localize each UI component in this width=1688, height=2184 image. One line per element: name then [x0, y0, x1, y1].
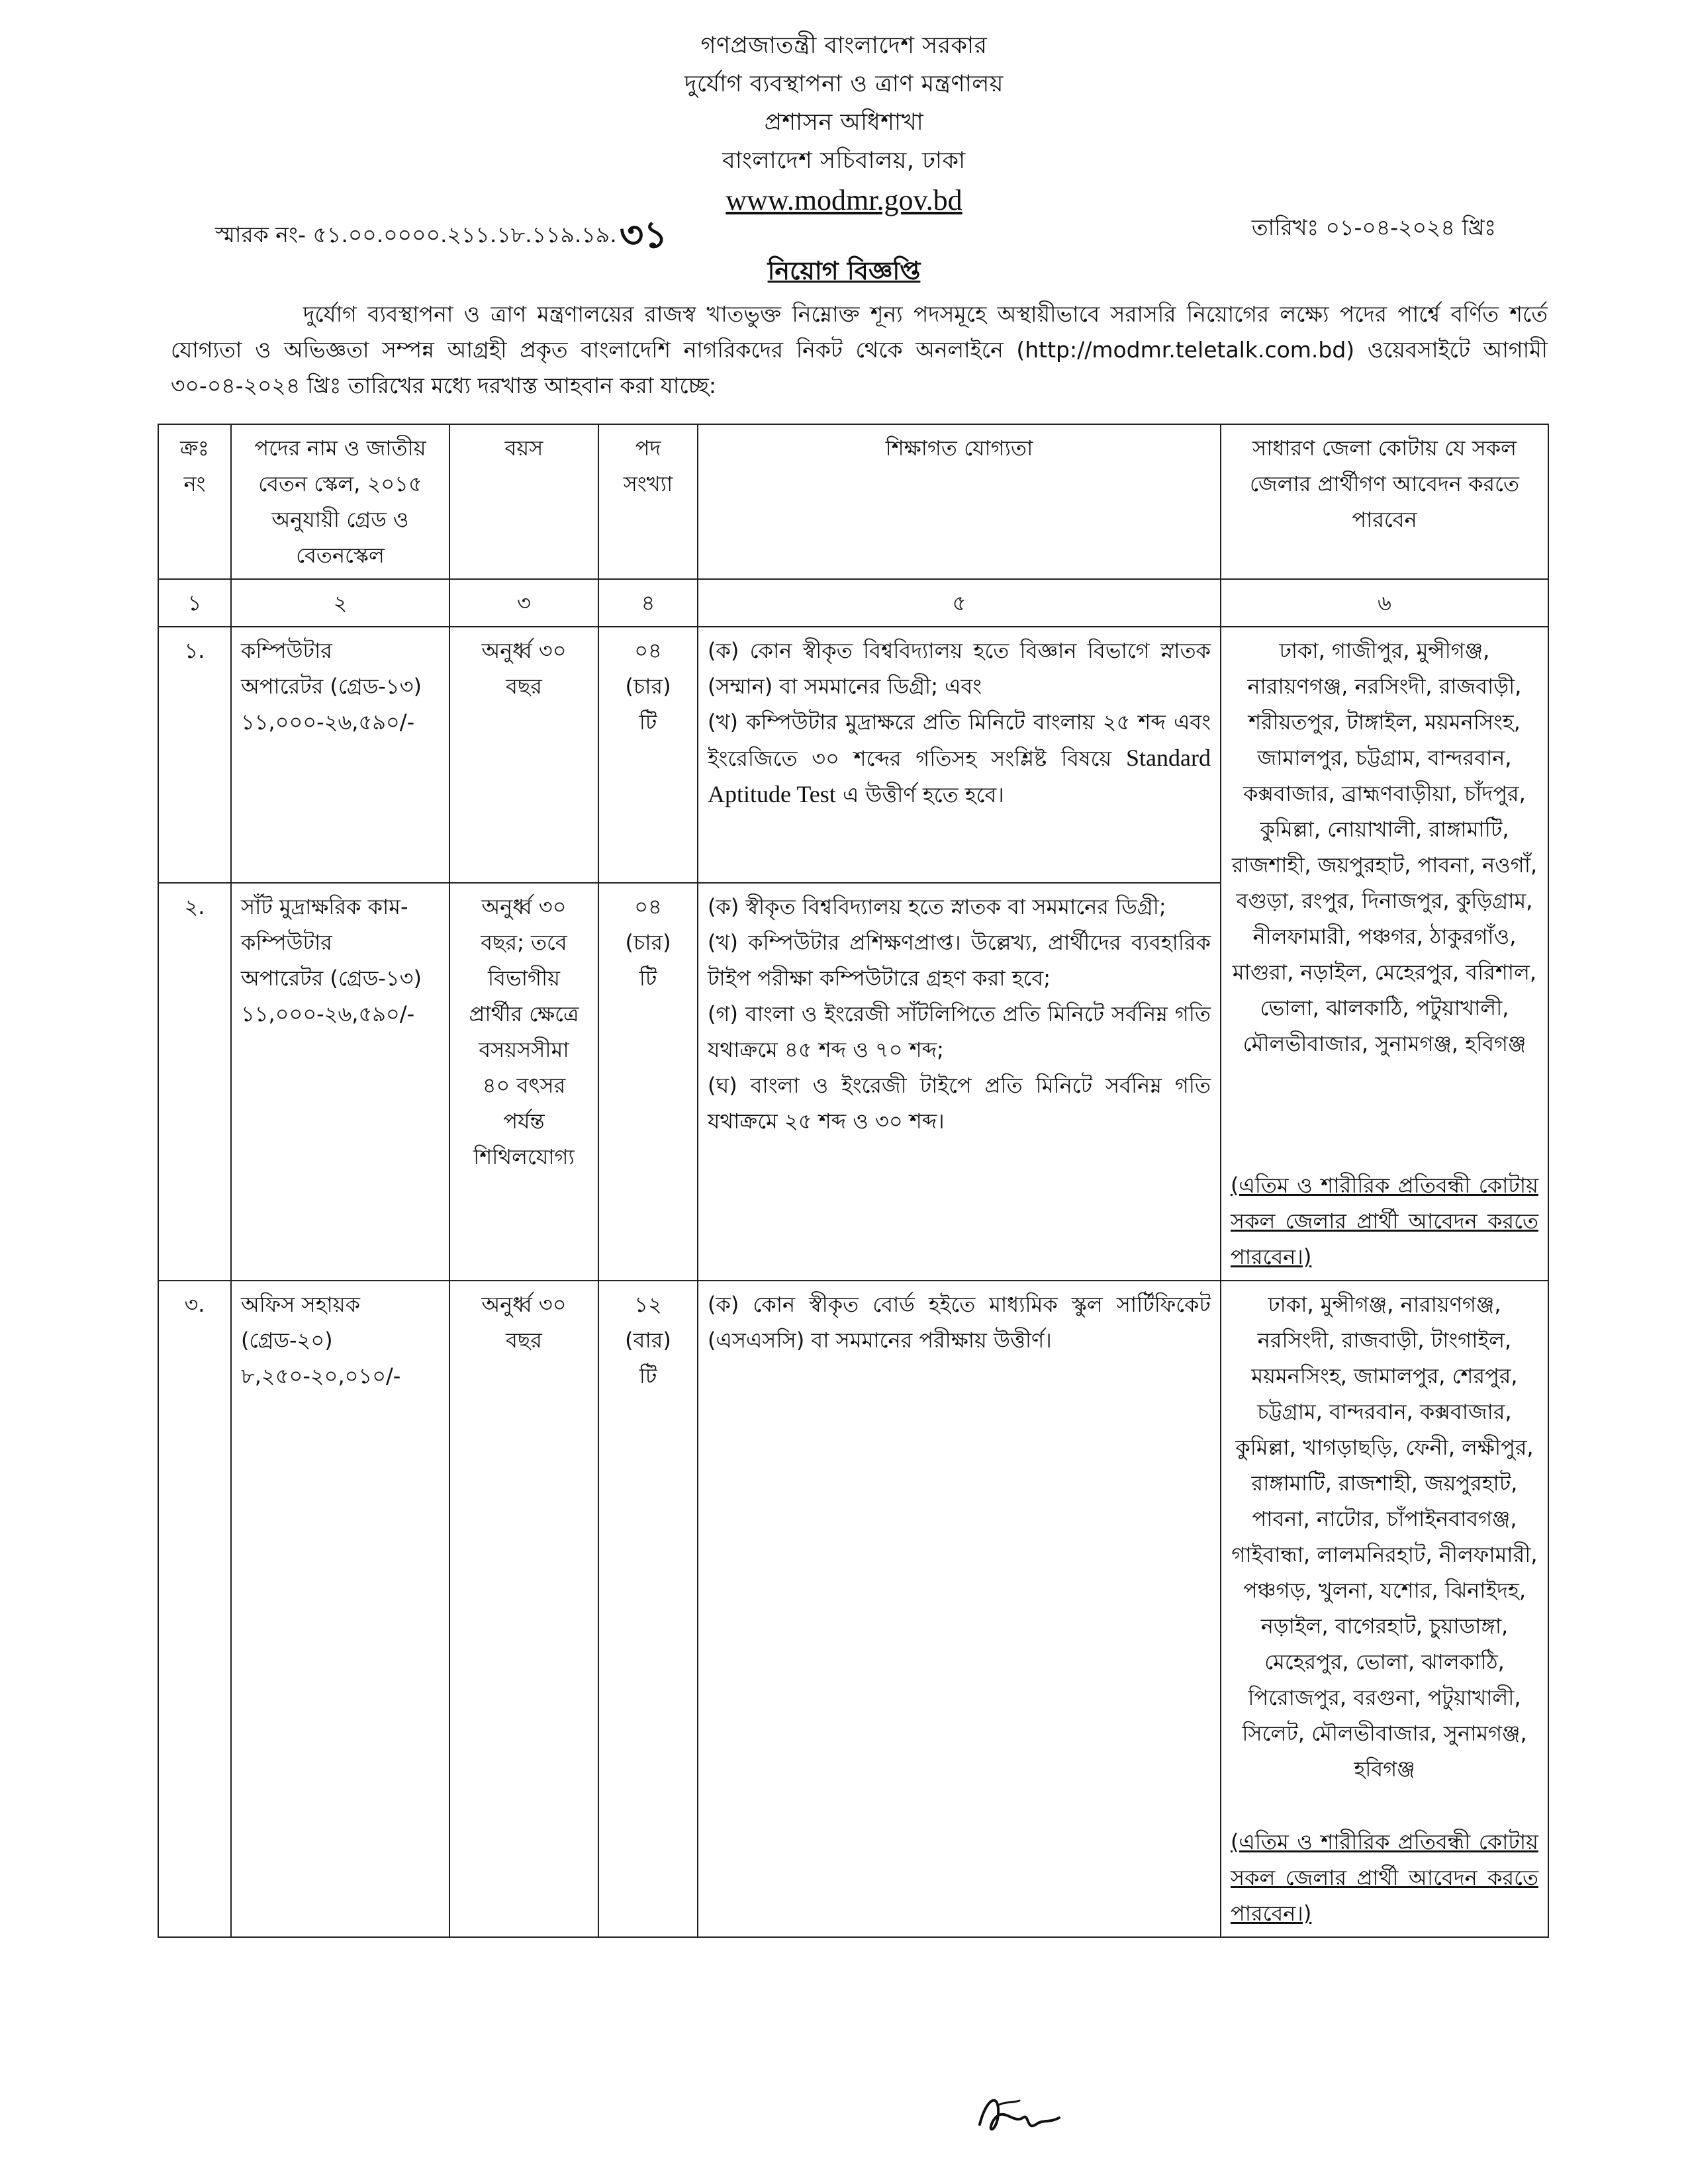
table-row [158, 627, 1548, 883]
post-grade: (গ্রেড-২০) [241, 1328, 333, 1353]
count-text: ০৪ [634, 638, 662, 663]
ministry-name: দুর্যোগ ব্যবস্থাপনা ও ত্রাণ মন্ত্রণালয় [684, 71, 1004, 97]
education-item: (ক) স্বীকৃত বিশ্ববিদ্যালয় হতে স্নাতক বা সমমানের ডিগ্রী; [708, 894, 1166, 920]
districts-cell [1221, 627, 1548, 1281]
post-name: সাঁট মুদ্রাক্ষরিক কাম- [241, 894, 408, 920]
signature-mark [973, 2085, 1066, 2144]
post-cell [231, 627, 449, 883]
count-cell [598, 1281, 698, 1937]
post-cell [231, 883, 449, 1281]
count-cell [598, 883, 698, 1281]
notice-intro [171, 296, 1548, 404]
age-text: বছর [506, 674, 542, 699]
age-text: বসয়সসীমা [479, 1037, 569, 1063]
count-text: (চার) [625, 674, 671, 699]
header-post: পদের নাম ও জাতীয় বেতন স্কেল, ২০১৫ অনুযায়ী গ্রেড ও বেতনস্কেল [231, 424, 449, 579]
age-text: বছর [506, 1328, 542, 1353]
post-grade: অপারেটর (গ্রেড-১৩) [241, 674, 422, 699]
notice-title: নিয়োগ বিজ্ঞপ্তি [767, 256, 921, 285]
age-text: ৪০ বৎসর [482, 1073, 566, 1099]
age-cell [449, 627, 598, 883]
office-address: বাংলাদেশ সচিবালয়, ঢাকা [722, 148, 966, 174]
letterhead [0, 26, 1688, 221]
count-text: (চার) [625, 930, 671, 956]
count-cell [598, 627, 698, 883]
column-number: ৬ [1221, 579, 1548, 627]
column-number: ৩ [449, 579, 598, 627]
education-item: (ঘ) বাংলা ও ইংরেজী টাইপে প্রতি মিনিটে সর্বনিম্ন গতি যথাক্রমে ২৫ শব্দ ও ৩০ শব্দ। [708, 1073, 1211, 1134]
age-cell [449, 1281, 598, 1937]
districts-cell [1221, 1281, 1548, 1937]
header-districts: সাধারণ জেলা কোটায় যে সকল জেলার প্রার্থীগণ আবেদন করতে পারবেন [1221, 424, 1548, 579]
districts-list: ঢাকা, মুন্সীগঞ্জ, নারায়ণগঞ্জ, নরসিংদী, রাজবাড়ী, টাংগাইল, ময়মনসিংহ, জামালপুর, শেরপুর, চট্টগ্রাম, বান্দরবান, কক্সবাজার, কুমিল্লা, খাগড়াছড়ি, ফেনী, লক্ষীপুর, রাঙ্গামাটি, রাজশাহী, জয়পুরহাট, পাবনা, নাটোর, চাঁপাইনবাবগঞ্জ, গাইবান্ধা, লালমনিরহাট, নীলফামারী, পঞ্চগড়, খুলনা, যশোর, ঝিনাইদহ, নড়াইল, বাগেরহাট, চুয়াডাঙ্গা, মেহেরপুর, ভোলা, ঝালকাঠি, পিরোজপুর, বরগুনা, পটুয়াখালী, সিলেট, মৌলভীবাজার, সুনামগঞ্জ, হবিগঞ্জ [1231, 1292, 1538, 1782]
age-text: অনুর্ধ্ব ৩০ [481, 894, 567, 920]
count-text: টি [639, 1363, 657, 1388]
age-text: অনুর্ধ্ব ৩০ [481, 1292, 567, 1317]
post-pay-scale: ১১,০০০-২৬,৫৯০/- [241, 1001, 415, 1027]
memo-handwritten-number: ৩১ [619, 213, 668, 257]
row-serial: ২. [158, 883, 231, 1281]
age-text: শিথিলযোগ্য [473, 1144, 575, 1170]
age-text: অনুর্ধ্ব ৩০ [481, 638, 567, 663]
column-number: ৪ [598, 579, 698, 627]
header-education: শিক্ষাগত যোগ্যতা [698, 424, 1221, 579]
column-number: ২ [231, 579, 449, 627]
vacancy-table [158, 424, 1549, 1938]
website-link[interactable]: www.modmr.gov.bd [726, 184, 962, 216]
column-number: ৫ [698, 579, 1221, 627]
post-pay-scale: ১১,০০০-২৬,৫৯০/- [241, 709, 415, 735]
age-text: প্রার্থীর ক্ষেত্রে [469, 1001, 579, 1027]
aptitude-test-name: Standard Aptitude Test [708, 745, 1211, 807]
education-text: (খ) কম্পিউটার মুদ্রাক্ষরে প্রতি মিনিটে বাংলায় ২৫ শব্দ এবং ইংরেজিতে ৩০ শব্দের গতিসহ সংশ্লিষ্ট বিষয়ে [708, 709, 1211, 771]
column-number-row [158, 579, 1548, 627]
education-cell [698, 627, 1221, 883]
districts-list: ঢাকা, গাজীপুর, মুন্সীগঞ্জ, নারায়ণগঞ্জ, নরসিংদী, রাজবাড়ী, শরীয়তপুর, টাঙ্গাইল, ময়মনসিংহ, জামালপুর, চট্টগ্রাম, বান্দরবান, কক্সবাজার, ব্রাহ্মণবাড়ীয়া, চাঁদপুর, কুমিল্লা, নোয়াখালী, রাঙ্গামাটি, রাজশাহী, জয়পুরহাট, পাবনা, নওগাঁ, বগুড়া, রংপুর, দিনাজপুর, কুড়িগ্রাম, নীলফামারী, পঞ্চগর, ঠাকুরগাঁও, মাগুরা, নড়াইল, মেহেরপুর, বরিশাল, ভোলা, ঝালকাঠি, পটুয়াখালী, মৌলভীবাজার, সুনামগঞ্জ, হবিগঞ্জ [1231, 638, 1538, 1056]
table-row [158, 1281, 1548, 1937]
age-cell [449, 883, 598, 1281]
age-text: পর্যন্ত [503, 1109, 545, 1134]
education-item [708, 704, 1211, 813]
row-serial: ১. [158, 627, 231, 883]
header-serial: ক্রঃ নং [158, 424, 231, 579]
row-serial: ৩. [158, 1281, 231, 1937]
count-text: (বার) [625, 1328, 671, 1353]
count-text: ১২ [634, 1292, 662, 1317]
education-item: (গ) বাংলা ও ইংরেজী সাঁটলিপিতে প্রতি মিনিটে সর্বনিম্ন গতি যথাক্রমে ৪৫ শব্দ ও ৭০ শব্দ; [708, 1001, 1211, 1063]
education-item: (খ) কম্পিউটার প্রশিক্ষণপ্রাপ্ত। উল্লেখ্য, প্রার্থীদের ব্যবহারিক টাইপ পরীক্ষা কম্পিউটারে গ্রহণ করা হবে; [708, 930, 1211, 991]
post-name: কম্পিউটার [241, 930, 332, 956]
column-number: ১ [158, 579, 231, 627]
post-name: কম্পিউটার [241, 638, 332, 663]
education-cell [698, 883, 1221, 1281]
post-grade: অপারেটর (গ্রেড-১৩) [241, 966, 422, 991]
age-text: বিভাগীয় [487, 966, 561, 991]
government-name: গণপ্রজাতন্ত্রী বাংলাদেশ সরকার [700, 32, 988, 59]
post-name: অফিস সহায়ক [241, 1292, 361, 1317]
education-item: (ক) কোন স্বীকৃত বোর্ড হইতে মাধ্যমিক স্কুল সার্টিফিকেট (এসএসসি) বা সমমানের পরীক্ষায় উত্তীর্ণ। [708, 1292, 1211, 1353]
count-text: টি [639, 966, 657, 991]
memo-number-text: স্মারক নং- ৫১.০০.০০০০.২১১.১৮.১১৯.১৯. [215, 222, 617, 248]
education-text: এ উত্তীর্ণ হতে হবে। [842, 782, 1004, 807]
header-age: বয়স [449, 424, 598, 579]
education-cell [698, 1281, 1221, 1937]
count-text: টি [639, 709, 657, 735]
memo-date: তারিখঃ ০১-০৪-২০২৪ খ্রিঃ [1251, 214, 1496, 240]
quota-note: (এতিম ও শারীরিক প্রতিবন্ধী কোটায় সকল জেলার প্রার্থী আবেদন করতে পারবেন।) [1231, 1173, 1538, 1269]
post-pay-scale: ৮,২৫০-২০,০১০/- [241, 1363, 401, 1388]
age-text: বছর; তবে [481, 930, 567, 956]
branch-name: প্রশাসন অধিশাখা [764, 109, 924, 136]
notice-intro-text: দুর্যোগ ব্যবস্থাপনা ও ত্রাণ মন্ত্রণালয়ের রাজস্ব খাতভুক্ত নিম্নোক্ত শূন্য পদসমূহে অস্থায়ীভাবে সরাসরি নিয়োগের লক্ষ্যে পদের পার্শ্বে বর্ণিত শর্তে যোগ্যতা ও অভিজ্ঞতা সম্পন্ন আগ্রহী প্রকৃত বাংলাদেশি নাগরিকদের নিকট থেকে অনলাইনে (http://modmr.teletalk.com.bd) ওয়েবসাইটে আগামী ৩০-০৪-২০২৪ খ্রিঃ তারিখের মধ্যে দরখাস্ত আহবান করা যাচ্ছে: [171, 301, 1548, 398]
table-header-row [158, 424, 1548, 579]
post-cell [231, 1281, 449, 1937]
quota-note: (এতিম ও শারীরিক প্রতিবন্ধী কোটায় সকল জেলার প্রার্থী আবেদন করতে পারবেন।) [1231, 1829, 1538, 1926]
education-item: (ক) কোন স্বীকৃত বিশ্ববিদ্যালয় হতে বিজ্ঞান বিভাগে স্নাতক (সম্মান) বা সমমানের ডিগ্রী; এবং [708, 638, 1211, 699]
count-text: ০৪ [634, 894, 662, 920]
header-count: পদ সংখ্যা [598, 424, 698, 579]
